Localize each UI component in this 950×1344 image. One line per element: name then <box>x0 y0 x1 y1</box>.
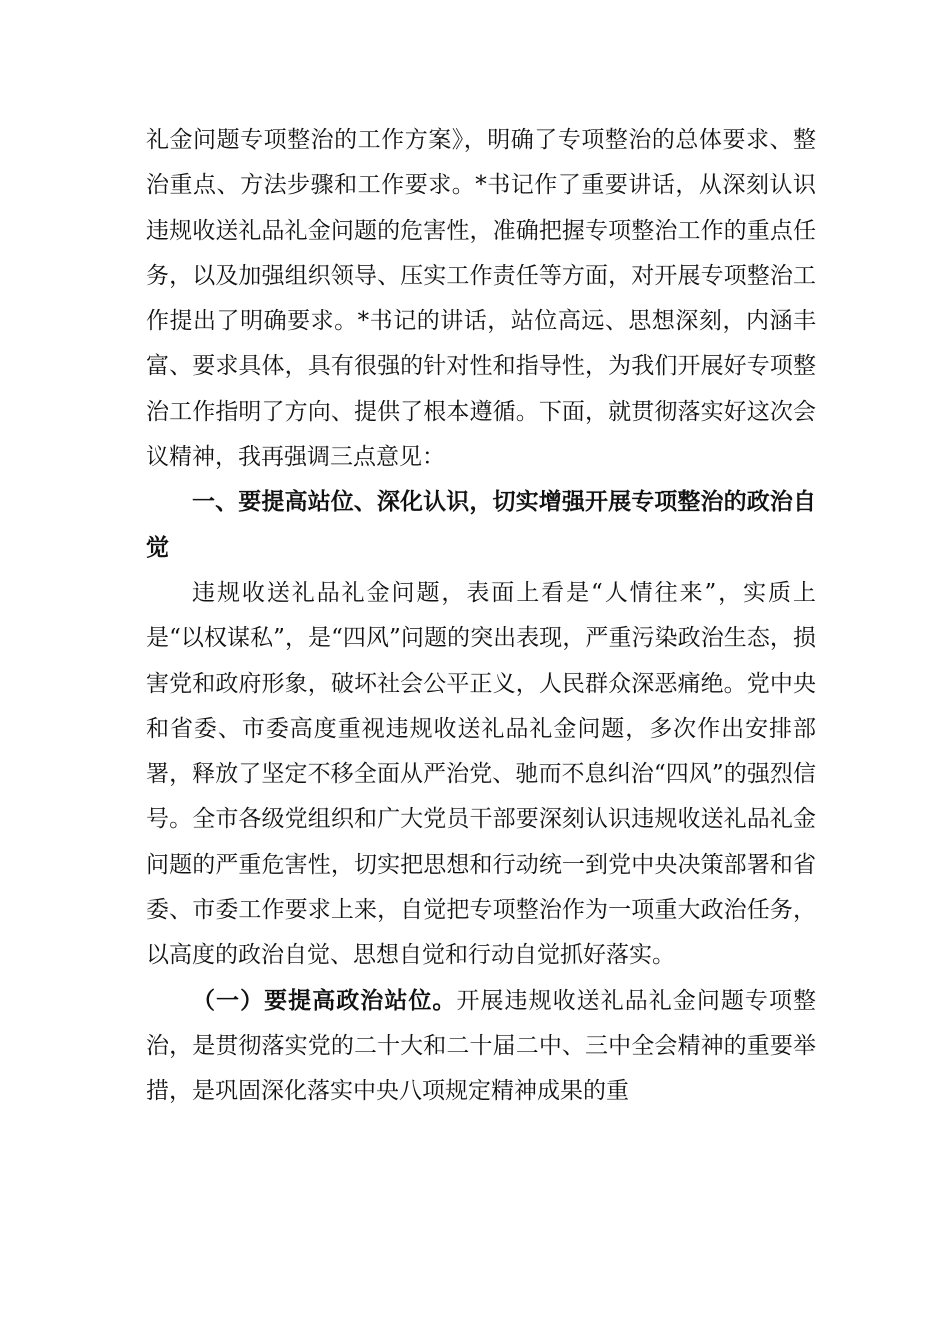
body-paragraph-continued: 礼金问题专项整治的工作方案》，明确了专项整治的总体要求、整治重点、方法步骤和工作要求。*书记作了重要讲话，从深刻认识违规收送礼品礼金问题的危害性，准确把握专项整治工作的重点任务，以及加强组织领导、压实工作责任等方面，对开展专项整治工作提出了明确要求。*书记的讲话，站位高远、思想深刻，内涵丰富、要求具体，具有很强的针对性和指导性，为我们开展好专项整治工作指明了方向、提供了根本遵循。下面，就贯彻落实好这次会议精神，我再强调三点意见： <box>146 127 816 471</box>
body-paragraph-section-1: 违规收送礼品礼金问题，表面上看是“人情往来”，实质上是“以权谋私”，是“四风”问题的突出表现，严重污染政治生态，损害党和政府形象，破坏社会公平正义，人民群众深恶痛绝。党中央和省委、市委高度重视违规收送礼品礼金问题，多次作出安排部署，释放了坚定不移全面从严治党、驰而不息纠治“四风”的强烈信号。全市各级党组织和广大党员干部要深刻认识违规收送礼品礼金问题的严重危害性，切实把思想和行动统一到党中央决策部署和省委、市委工作要求上来，自觉把专项整治作为一项重大政治任务，以高度的政治自觉、思想自觉和行动自觉抓好落实。 <box>146 579 816 969</box>
section-heading-1: 一、要提高站位、深化认识，切实增强开展专项整治的政治自觉 <box>146 489 816 561</box>
subsection-body-text: 开展违规收送礼品礼金问题专项整治，是贯彻落实党的二十大和二十届二中、三中全会精神的重要举措，是巩固深化落实中央八项规定精神成果的重 <box>146 987 817 1105</box>
body-paragraph-subsection-1 <box>146 979 816 1115</box>
document-page <box>146 118 816 1115</box>
subsection-lead-text: （一）要提高政治站位。 <box>192 987 457 1014</box>
